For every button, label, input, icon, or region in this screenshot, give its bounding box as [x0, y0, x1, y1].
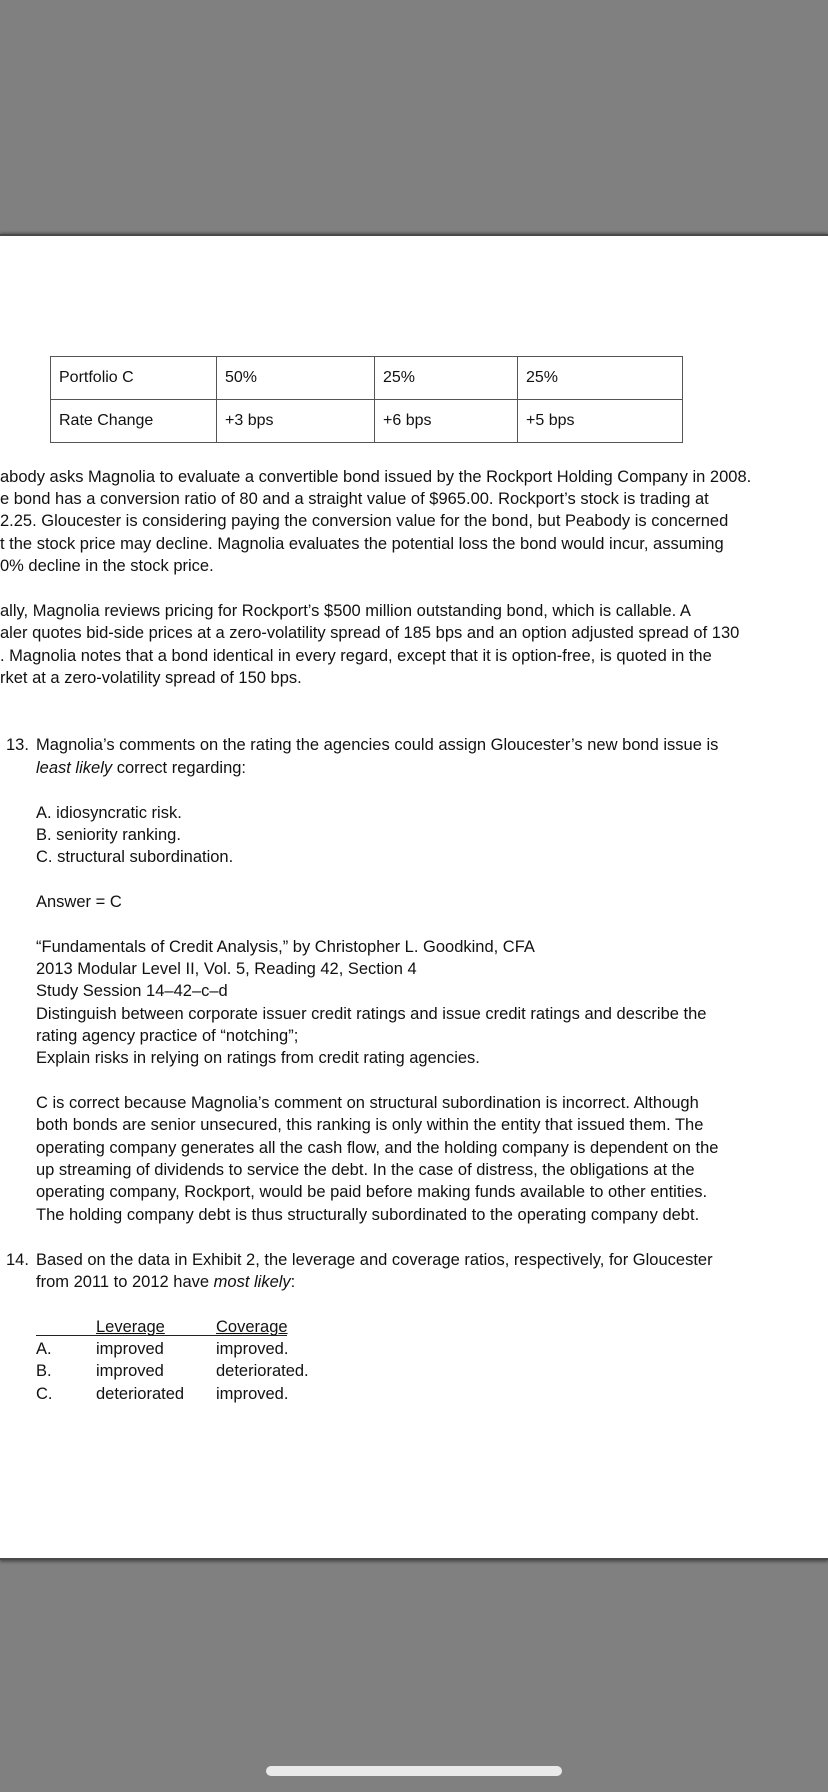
emphasis: most likely	[213, 1273, 291, 1291]
reference-line: “Fundamentals of Credit Analysis,” by Christopher L. Goodkind, CFA	[36, 938, 535, 956]
answer-line: Answer = C	[36, 893, 122, 911]
paragraph-line: aler quotes bid-side prices at a zero-volatility spread of 185 bps and an option adjusted spread of 130	[0, 624, 740, 642]
option-b: B. seniority ranking.	[36, 826, 181, 844]
option-coverage: improved.	[216, 1385, 289, 1403]
table-cell: 25%	[375, 357, 518, 400]
explanation-line: C is correct because Magnolia’s comment on structural subordination is incorrect. Although	[36, 1094, 699, 1112]
table-cell: Portfolio C	[51, 357, 217, 400]
question-13-stem: Magnolia’s comments on the rating the agencies could assign Gloucester’s new bond issue is	[36, 736, 719, 754]
document-page	[0, 234, 828, 1560]
paragraph-line: t the stock price may decline. Magnolia evaluates the potential loss the bond would incur, assuming	[0, 535, 724, 553]
stem-text: from 2011 to 2012 have	[36, 1273, 214, 1291]
portfolio-rate-table	[50, 356, 683, 443]
reference-line: 2013 Modular Level II, Vol. 5, Reading 42, Section 4	[36, 960, 417, 978]
table-cell: +3 bps	[217, 400, 375, 443]
stem-text: :	[290, 1273, 296, 1291]
table-cell: 50%	[217, 357, 375, 400]
paragraph-line: abody asks Magnolia to evaluate a convertible bond issued by the Rockport Holding Company in 2008.	[0, 468, 752, 486]
option-leverage: improved	[96, 1362, 164, 1380]
question-14-stem-line2	[36, 1271, 295, 1293]
explanation-line: The holding company debt is thus structurally subordinated to the operating company debt.	[36, 1206, 700, 1224]
option-c: C. structural subordination.	[36, 848, 234, 866]
explanation-line: operating company, Rockport, would be paid before making funds available to other entities.	[36, 1183, 708, 1201]
reference-line: rating agency practice of “notching”;	[36, 1027, 299, 1045]
question-13-stem-line2	[36, 757, 246, 779]
coverage-header: Coverage	[216, 1318, 288, 1336]
reference-line: Study Session 14–42–c–d	[36, 982, 228, 1000]
question-14-stem: Based on the data in Exhibit 2, the leverage and coverage ratios, respectively, for Gloucester	[36, 1251, 713, 1269]
emphasis: least likely	[36, 759, 113, 777]
stem-text: correct regarding:	[112, 759, 247, 777]
home-indicator[interactable]	[266, 1766, 562, 1776]
option-letter: B.	[36, 1362, 52, 1380]
paragraph-line: 2.25. Gloucester is considering paying the conversion value for the bond, but Peabody is concerned	[0, 512, 729, 530]
table-cell: 25%	[518, 357, 683, 400]
explanation-line: up streaming of dividends to service the debt. In the case of distress, the obligations at the	[36, 1161, 695, 1179]
table-row	[51, 357, 683, 400]
explanation-line: both bonds are senior unsecured, this ranking is only within the entity that issued them. The	[36, 1116, 704, 1134]
option-letter: A.	[36, 1340, 52, 1358]
reference-line: Distinguish between corporate issuer credit ratings and issue credit ratings and describe the	[36, 1005, 707, 1023]
paragraph-line: 0% decline in the stock price.	[0, 557, 214, 575]
option-letter: C.	[36, 1385, 53, 1403]
option-leverage: improved	[96, 1340, 164, 1358]
option-coverage: improved.	[216, 1340, 289, 1358]
paragraph-line: ally, Magnolia reviews pricing for Rockport’s $500 million outstanding bond, which is callable. A	[0, 602, 691, 620]
option-coverage: deteriorated.	[216, 1362, 309, 1380]
reference-line: Explain risks in relying on ratings from credit rating agencies.	[36, 1049, 480, 1067]
explanation-line: operating company generates all the cash flow, and the holding company is dependent on the	[36, 1139, 719, 1157]
option-leverage: deteriorated	[96, 1385, 185, 1403]
paragraph-line: . Magnolia notes that a bond identical in every regard, except that it is option-free, is quoted in the	[0, 647, 712, 665]
table-row	[51, 400, 683, 443]
table-cell: Rate Change	[51, 400, 217, 443]
question-13-number: 13.	[6, 736, 29, 754]
paragraph-line: e bond has a conversion ratio of 80 and a straight value of $965.00. Rockport’s stock is trading at	[0, 490, 709, 508]
leverage-header: Leverage	[96, 1318, 165, 1336]
question-14-number: 14.	[6, 1251, 29, 1269]
table-cell: +6 bps	[375, 400, 518, 443]
paragraph-line: rket at a zero-volatility spread of 150 bps.	[0, 669, 302, 687]
table-cell: +5 bps	[518, 400, 683, 443]
option-a: A. idiosyncratic risk.	[36, 804, 182, 822]
